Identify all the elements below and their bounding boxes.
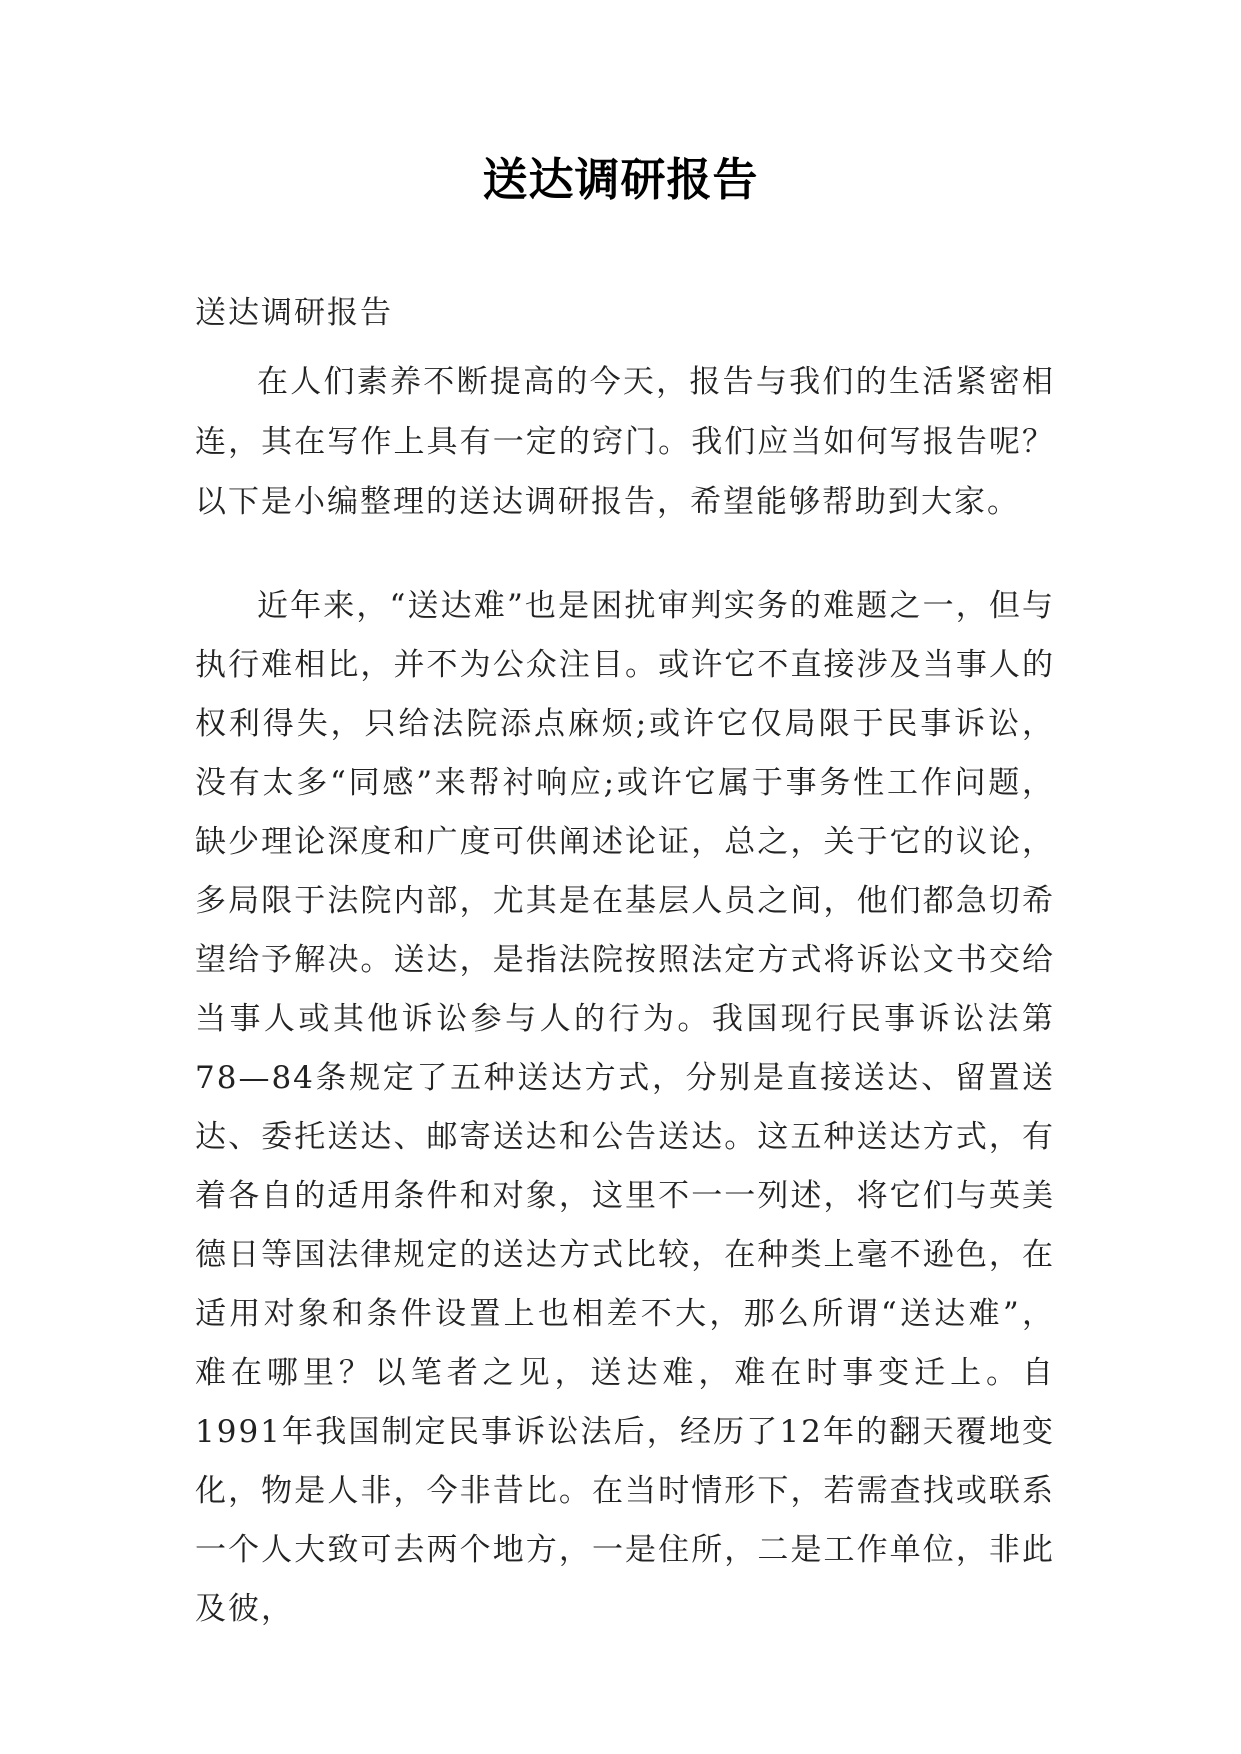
- document-subtitle: 送达调研报告: [195, 295, 393, 331]
- body-paragraph: 近年来，“送达难”也是困扰审判实务的难题之一，但与执行难相比，并不为公众注目。或许它不直接涉及当事人的权利得失，只给法院添点麻烦;或许它仅局限于民事诉讼，没有太多“同感”来帮衬响应;或许它属于事务性工作问题，缺少理论深度和广度可供阐述论证，总之，关于它的议论，多局限于法院内部，尤其是在基层人员之间，他们都急切希望给予解决。送达，是指法院按照法定方式将诉讼文书交给当事人或其他诉讼参与人的行为。我国现行民事诉讼法第78—84条规定了五种送达方式，分别是直接送达、留置送达、委托送达、邮寄送达和公告送达。这五种送达方式，有着各自的适用条件和对象，这里不一一列述，将它们与英美德日等国法律规定的送达方式比较，在种类上毫不逊色，在适用对象和条件设置上也相差不大，那么所谓“送达难”，难在哪里？以笔者之见，送达难，难在时事变迁上。自1991年我国制定民事诉讼法后，经历了12年的翻天覆地变化，物是人非，今非昔比。在当时情形下，若需查找或联系一个人大致可去两个地方，一是住所，二是工作单位，非此及彼，: [195, 588, 1055, 1627]
- document-title: 送达调研报告: [482, 153, 759, 206]
- intro-paragraph: 在人们素养不断提高的今天，报告与我们的生活紧密相连，其在写作上具有一定的窍门。我们应当如何写报告呢？以下是小编整理的送达调研报告，希望能够帮助到大家。: [195, 364, 1055, 520]
